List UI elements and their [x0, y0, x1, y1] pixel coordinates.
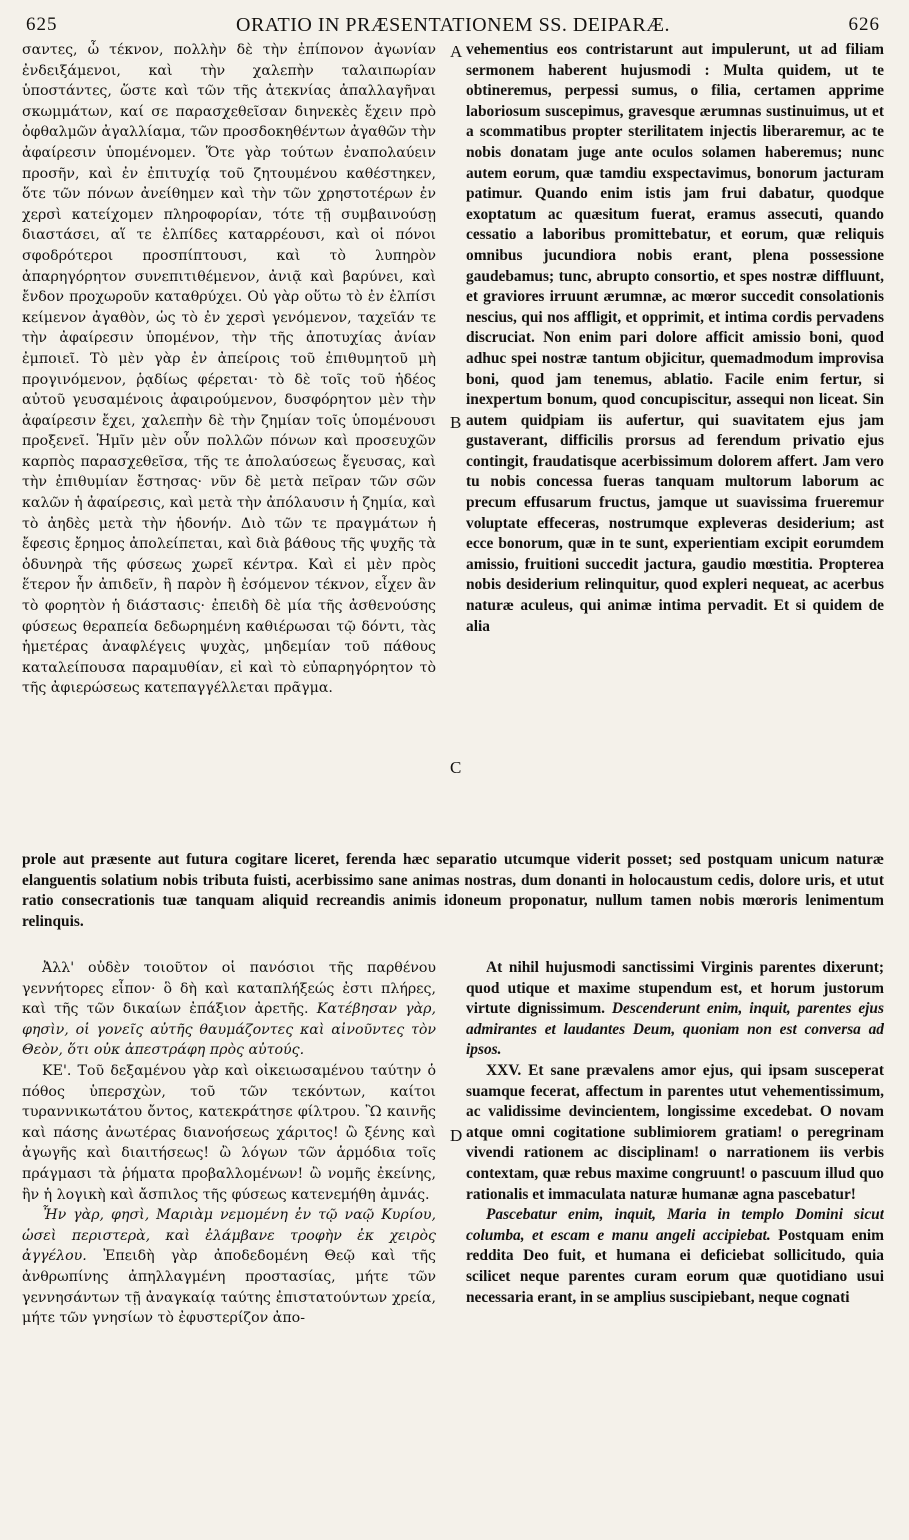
page-number-left: 625 [26, 14, 58, 35]
greek-paragraph-4 [22, 1205, 436, 1329]
margin-marker-b: B [450, 413, 462, 432]
latin-text: Postquam enim reddita Deo fuit, et humana ei deficiebat sollicitudo, quia scilicet neque parentes curam eorum quæ quotidiano usui necessaria erant, in se amplius suscipiebant, neque cognati [466, 1226, 884, 1306]
latin-column-1 [466, 40, 884, 846]
page [22, 8, 884, 1528]
page-number-right: 626 [848, 14, 880, 35]
margin-marker-a: A [450, 42, 463, 61]
greek-paragraph: σαντες, ὦ τέκνον, πολλὴν δὲ τὴν ἐπίπονον ἀγωνίαν ἐνδειξάμενοι, καὶ τὴν χαλεπὴν ταλαιπωρίαν ὑποστάντες, ὥστε καὶ τῶν τῆς ἀτεκνίας ἀπαλλαγῆναι σκωμμάτων, καί σε παρασχεθεῖσαν διηνεκὲς ἔχειν πρὸ ὀφθαλμῶν ἀγαλλίαμα, τῶν προσδοκηθέντων ἀγαθῶν τὴν ἀφαίρεσιν ὑπομένομεν. Ὅτε γὰρ τούτων ἐναπολαύειν προσῆν, καὶ ἐν ἐπιτυχίᾳ τοῦ ζητουμένου καθέστηκεν, ὅτε τῶν πόνων ἀνείθημεν καὶ τὴν τῶν χρηστοτέρων ἐν χερσὶ κατείχομεν πληροφορίαν, τότε τῇ συμβαινούσῃ διαστάσει, αἵ τε ἐλπίδες καταρρέουσι, καὶ οἱ πόνοι σφοδρότεροι προσπίπτουσι, καὶ τὸ λυπηρὸν ἀπαρηγόρητον συνεπιτιθέμενον, ἀνιᾷ καὶ βαρύνει, καὶ ἔνδον προχωροῦν καταθρύχει. Οὐ γὰρ οὕτω τὸ ἐν ἐλπίσι κείμενον ἀγαθὸν, ὡς τὸ ἐν χερσὶ γενόμενον, ταχεῖάν τε τὴν ἀφαίρεσιν ὑπομένον, τὴν τῆς ἀποτυχίας ἀνίαν ἐμποιεῖ. Τὸ μὲν γὰρ ἐν ἀπείροις τοῦ ἐπιθυμητοῦ μὴ προγινόμενον, ῥᾳδίως φέρεται· τὸ δὲ τοῖς τοῦ ἡδέος αὐτοῦ γευσαμένοις ἀφαιρούμενον, δυσφόρητον μὲν τὴν ἀφαίρεσιν ἔχει, χαλεπὴν δὲ τὴν ζημίαν τοῖς ὑπομένουσι προξενεῖ. Ἡμῖν μὲν οὖν πολλῶν πόνων καὶ προσευχῶν καρπὸς παρασχεθεῖσα, τῆς τε ἀπολαύσεως ἔγευσας, καὶ τὴν ἐπιθυμίαν ἔστησας· νῦν δὲ μετὰ πεῖραν τῶν σῶν καλῶν ἡ ἀφαίρεσις, καὶ μετὰ τὴν ἀπόλαυσιν ἡ ζημία, καὶ τὸ ἀηδὲς μετὰ τὴν ἡδονήν. Διὸ τῶν τε πραγμάτων ἡ ἔφεσις ἔρημος ἀπολείπεται, καὶ διὰ βάθους τῆς ψυχῆς τὰ ὀδυνηρὰ τῆς φύσεως χωρεῖ κέντρα. Καὶ εἰ μὲν πρὸς ἕτερον ἦν ἀπιδεῖν, ἢ παρὸν ἢ ἐσόμενον τέκνον, εἶχεν ἂν τὸ φορητὸν ἡ διάστασις· ἐπειδὴ δὲ μία τῆς ἀσθενούσης φύσεως θεραπεία δεδωρημένη καθιέρωσαι τῷ δόντι, τὰς ἡμετέρας ἀναφλέγεις ψυχὰς, μηδεμίαν τοῦ πάθους καταλείπουσα παραμυθίαν, εἰ καὶ τὸ εὐπαρηγόρητον τὸ τῆς ἀφιερώσεως κατεπαγγέλλεται πρᾶγμα. [22, 42, 436, 697]
page-header [22, 8, 884, 38]
margin-marker-d: D [450, 1126, 463, 1145]
latin-full-width-paragraph [22, 850, 884, 956]
latin-full-text: prole aut præsente aut futura cogitare liceret, ferenda hæc separatio utcumque viderit posset; sed postquam unicum naturæ elanguentis solatium nobis tributa fuisti, acerbissimo sane animas nostras, dum donanti in holocaustum cedis, dolore uris, et utut ratio consecrationis tuæ tanquam aliquid recreandis animis idoneum proponatur, nullum tamen nobis mœroris lenimentum relinquis. [22, 851, 884, 930]
margin-marker-c: C [450, 758, 462, 777]
greek-column-2 [22, 958, 436, 1528]
latin-quotation: Descenderunt enim, inquit, parentes ejus admirantes et laudantes Deum, quoniam non est conversa ad ipsos. [466, 1000, 884, 1059]
greek-paragraph-2 [22, 958, 436, 1061]
latin-paragraph: vehementius eos contristarunt aut impulerunt, ut ad filiam sermonem haberent hujusmodi : Multa quidem, ut te obtineremus, perpessi sumus, o filia, certamen apprime laboriosum suscepimus, gravesque ærumnas sustinuimus, ut et a scommatibus propter sterilitatem injectis liberaremur, ac te nobis donatam juge ante oculos solamen haberemus; nunc autem eorum, quæ tamdiu exspectavimus, bonorum jacturam patimur. Quando enim istis jam frui dabatur, quodque exoptatum ac quæsitum fuerat, eramus assecuti, quando cessatio a laboribus promittebatur, et eorum, quæ reliquis omnibus jucundiora nobis erant, plena possessione gaudebamus; tunc, abrupto consortio, et spes nostræ diffluunt, et graviores irruunt ærumnæ, ac mœror succedit consolationis nescius, qui nos affligit, et opprimit, et intima cordis pervadens discruciat. Non enim pari dolore afficit amissio boni, quod adhuc spei nostræ tantum objicitur, quemadmodum improvisa boni, quod jam tenemus, ablatio. Facile enim fertur, si inexpertum bonum, quod concupiscitur, assequi non liceat. Sin autem quidpiam iis aufertur, qui suavitatem ejus jam gustaverant, difficilis prorsus ad ferendum privatio ejus contingit, fraudatisque acerbissimum dolorem affert. Jam vero tu nobis concessa fueras tanquam multorum laborum ac precum effusarum fructus, jamque ut suavissima frueremur voluptate effeceras, nostrumque expleveras desiderium; ast ecce bonorum, quæ in te sunt, experientiam excipit eorumdem amissio, fruitioni succedit jactura, gaudio mœstitia. Propterea nobis desiderium relinquitur, quod expleri nequeat, ac acerbus naturæ aculeus, qui animæ intima pervadit. Et si quidem de alia [466, 41, 884, 635]
greek-column-1 [22, 40, 436, 846]
latin-quotation: Pascebatur enim, inquit, Maria in templo Domini sicut columba, et escam e manu angeli accipiebat. [466, 1206, 884, 1244]
running-title: ORATIO IN PRÆSENTATIONEM SS. DEIPARÆ. [236, 14, 670, 36]
greek-quotation: Ἦν γὰρ, φησὶ, Μαριὰμ νεμομένη ἐν τῷ ναῷ Κυρίου, ὡσεὶ περιστερὰ, καὶ ἐλάμβανε τροφὴν ἐκ χειρὸς ἀγγέλου. [22, 1207, 436, 1265]
greek-text: Ἀλλ' οὐδὲν τοιοῦτον οἱ πανόσιοι τῆς παρθένου γεννήτορες εἶπον· ὃ δὴ καὶ καταπλήξεώς ἐστι πλήρες, καὶ τῆς τῶν δικαίων ἐπάξιον ἀρετῆς. [22, 960, 436, 1018]
latin-paragraph-4 [466, 1205, 884, 1308]
greek-text: Ἐπειδὴ γὰρ ἀποδεδομένη Θεῷ καὶ τῆς ἀνθρωπίνης ἀπηλλαγμένη προστασίας, μήτε τῶν γεννησάντων τῇ ἀναγκαίᾳ ταύτης ἐπιστατούντων χρεία, μήτε τῶν γνησίων τὸ ἐφυστερίζον ἀπο- [22, 1248, 436, 1327]
greek-paragraph-3: ΚΕ'. Τοῦ δεξαμένου γὰρ καὶ οἰκειωσαμένου ταύτην ὁ πόθος ὑπερσχὼν, τοῦ τῶν τεκόντων, καίτοι τυραννικωτάτου ὄντος, κατεκράτησε φίλτρου. Ὢ καινῆς καὶ πάσης ἀνωτέρας διανοήσεως χάριτος! ὢ ξένης καὶ ἀγωγῆς καὶ διαιτήσεως! ὢ λόγων τῶν ἁρμόδια τοῖς πράγμασι τὰ ῥήματα προβαλλομένων! ὢ νομῆς ἐκείνης, ἣν ἡ λογικὴ καὶ ἄσπιλος τῆς φύσεως κατενεμήθη ἀμνάς. [22, 1062, 436, 1203]
latin-paragraph-3: XXV. Et sane prævalens amor ejus, qui ipsam susceperat suamque fecerat, affectum in parentes utut vehementissimum, ac validissime devincientem, longissime excedebat. O novam atque omni cogitatione sublimiorem gratiam! o peregrinam vivendi rationem ac disciplinam! o narrationem iis verbis contextam, quæ rebus maxime congruunt! o pascuum illud quo rationalis et immaculata naturæ humanæ agna pascebatur! [466, 1061, 884, 1203]
latin-paragraph-2 [466, 958, 884, 1061]
greek-quotation: Κατέβησαν γὰρ, φησὶν, οἱ γονεῖς αὐτῆς θαυμάζοντες καὶ αἰνοῦντες τὸν Θεὸν, ὅτι οὐκ ἀπεστράφη πρὸς αὐτούς. [22, 1001, 436, 1059]
latin-text: At nihil hujusmodi sanctissimi Virginis parentes dixerunt; quod utique et maxime stupendum est, et horum justorum virtute dignissimum. [466, 959, 884, 1018]
latin-column-2 [466, 958, 884, 1528]
